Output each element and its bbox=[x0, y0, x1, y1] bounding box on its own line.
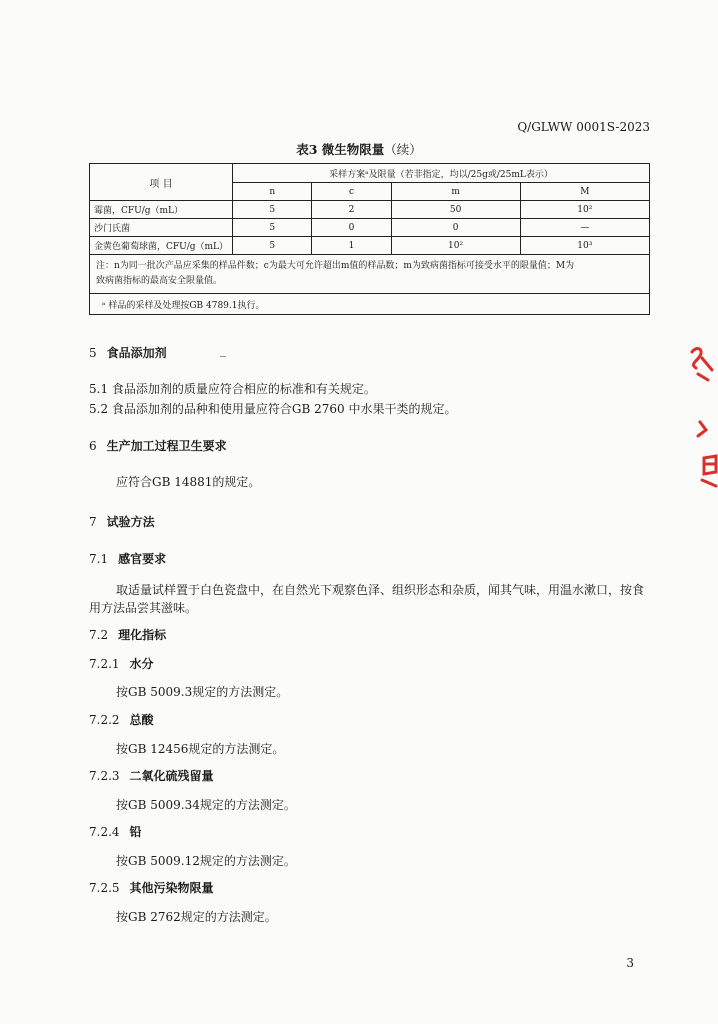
table-row bbox=[90, 219, 650, 237]
section-number: 7.2.3 bbox=[89, 769, 120, 783]
section-title: 总酸 bbox=[129, 713, 154, 727]
table-note bbox=[90, 255, 650, 294]
table-caption bbox=[0, 140, 718, 158]
row-m: 50 bbox=[391, 201, 520, 219]
header-c: c bbox=[312, 183, 391, 201]
header-m: m bbox=[391, 183, 520, 201]
table-caption-title: 表3 微生物限量 bbox=[296, 142, 385, 157]
row-n: 5 bbox=[233, 219, 312, 237]
row-n: 5 bbox=[233, 237, 312, 255]
table-caption-suffix: （续） bbox=[384, 142, 422, 157]
section-number: 5 bbox=[89, 346, 97, 360]
row-M: 10² bbox=[520, 201, 649, 219]
clause-7-2-4-text: 按GB 5009.12规定的方法测定。 bbox=[116, 854, 296, 868]
table-footnote-row bbox=[90, 294, 650, 315]
section-title: 感官要求 bbox=[118, 552, 167, 566]
header-sampling-scheme: 采样方案ᵃ及限量（若非指定，均以/25g或/25mL表示） bbox=[233, 164, 650, 183]
clause-7-2-1-text: 按GB 5009.3规定的方法测定。 bbox=[116, 685, 289, 699]
section-number: 7.1 bbox=[89, 552, 109, 566]
row-M: 10³ bbox=[520, 237, 649, 255]
clause-5-1: 5.1 食品添加剂的质量应符合相应的标准和有关规定。 bbox=[89, 382, 376, 396]
section-7-2-3-heading bbox=[89, 767, 214, 784]
row-M: — bbox=[520, 219, 649, 237]
row-n: 5 bbox=[233, 201, 312, 219]
clause-6-text: 应符合GB 14881的规定。 bbox=[116, 475, 261, 489]
section-number: 7.2.5 bbox=[89, 881, 120, 895]
row-item: 金黄色葡萄球菌，CFU/g（mL） bbox=[90, 237, 233, 255]
table-row bbox=[90, 201, 650, 219]
section-number: 7.2.1 bbox=[89, 657, 120, 671]
section-number: 7.2 bbox=[89, 628, 109, 642]
section-5-heading bbox=[89, 344, 167, 361]
header-M: M bbox=[520, 183, 649, 201]
official-seal-fragment bbox=[682, 340, 718, 490]
row-item: 霉菌，CFU/g（mL） bbox=[90, 201, 233, 219]
row-item: 沙门氏菌 bbox=[90, 219, 233, 237]
section-7-2-4-heading bbox=[89, 823, 142, 840]
microbial-limits-table bbox=[89, 163, 650, 315]
row-c: 0 bbox=[312, 219, 391, 237]
table-note-row bbox=[90, 255, 650, 294]
section-number: 7.2.4 bbox=[89, 825, 120, 839]
section-7-1-heading bbox=[89, 550, 166, 567]
section-7-heading bbox=[89, 513, 155, 530]
clause-7-2-5-text: 按GB 2762规定的方法测定。 bbox=[116, 910, 277, 924]
table-footnote: ᵃ 样品的采样及处理按GB 4789.1执行。 bbox=[90, 294, 650, 315]
section-title: 生产加工过程卫生要求 bbox=[106, 439, 227, 453]
section-7-2-2-heading bbox=[89, 711, 154, 728]
section-7-2-5-heading bbox=[89, 879, 214, 896]
table-header-row bbox=[90, 164, 650, 183]
table-note-line: 注：n为同一批次产品应采集的样品件数；c为最大可允许超出m值的样品数；m为致病菌指标可接受水平的限量值；M为 bbox=[96, 261, 575, 271]
section-number: 6 bbox=[89, 439, 97, 453]
section-6-heading bbox=[89, 437, 227, 454]
section-title: 理化指标 bbox=[118, 628, 167, 642]
section-7-2-heading bbox=[89, 626, 166, 643]
section-title: 水分 bbox=[129, 657, 154, 671]
section-number: 7 bbox=[89, 515, 97, 529]
scan-mark bbox=[220, 356, 226, 357]
row-c: 1 bbox=[312, 237, 391, 255]
section-7-2-1-heading bbox=[89, 655, 154, 672]
header-n: n bbox=[233, 183, 312, 201]
row-m: 0 bbox=[391, 219, 520, 237]
section-title: 铅 bbox=[129, 825, 142, 839]
clause-7-1-text: 取适量试样置于白色瓷盘中，在自然光下观察色泽、组织形态和杂质，闻其气味，用温水漱口，按食用方法品尝其滋味。 bbox=[89, 583, 645, 615]
clause-5-2: 5.2 食品添加剂的品种和使用量应符合GB 2760 中水果干类的规定。 bbox=[89, 402, 457, 416]
document-number: Q/GLWW 0001S-2023 bbox=[517, 120, 650, 134]
clause-7-2-3-text: 按GB 5009.34规定的方法测定。 bbox=[116, 798, 296, 812]
page-number: 3 bbox=[626, 956, 634, 970]
section-title: 试验方法 bbox=[106, 515, 155, 529]
clause-7-2-2-text: 按GB 12456规定的方法测定。 bbox=[116, 742, 285, 756]
section-title: 其他污染物限量 bbox=[129, 881, 214, 895]
section-number: 7.2.2 bbox=[89, 713, 120, 727]
table-note-line: 致病菌指标的最高安全限量值。 bbox=[96, 276, 223, 286]
section-title: 二氧化硫残留量 bbox=[129, 769, 214, 783]
header-item: 项 目 bbox=[90, 164, 233, 201]
table-row bbox=[90, 237, 650, 255]
row-m: 10² bbox=[391, 237, 520, 255]
section-title: 食品添加剂 bbox=[106, 346, 167, 360]
row-c: 2 bbox=[312, 201, 391, 219]
